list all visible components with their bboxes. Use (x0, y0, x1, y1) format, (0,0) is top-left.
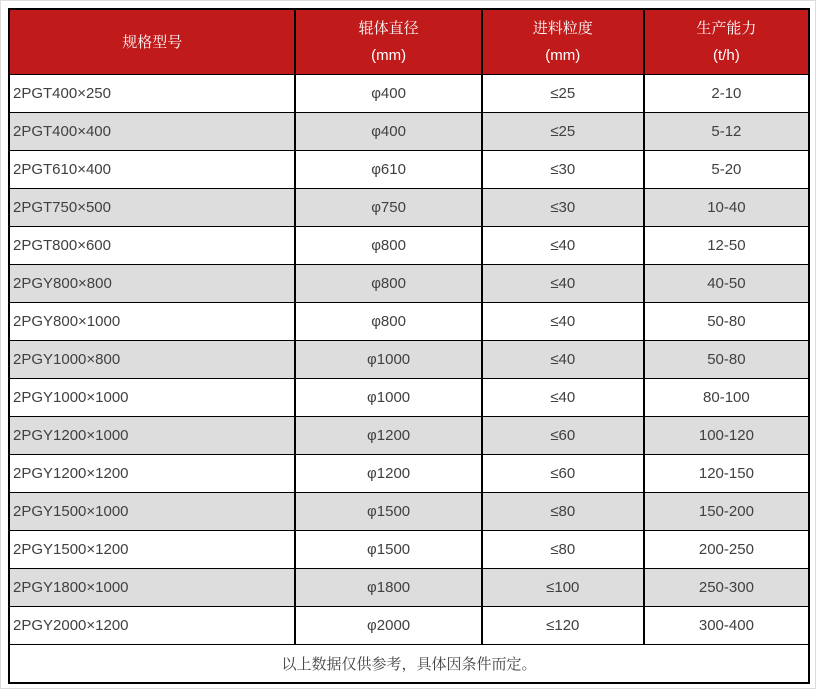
header-diameter (295, 9, 481, 75)
model-cell: 2PGT400×250 (9, 75, 295, 113)
table-row (9, 455, 809, 493)
table-row (9, 113, 809, 151)
table-row (9, 417, 809, 455)
model-cell: 2PGT800×600 (9, 227, 295, 265)
table-body (9, 75, 809, 645)
model-cell: 2PGY2000×1200 (9, 607, 295, 645)
feed-size-cell: ≤100 (482, 569, 644, 607)
feed-size-cell: ≤120 (482, 607, 644, 645)
header-capacity-label: 生产能力 (696, 20, 757, 37)
footer-note: 以上数据仅供参考，具体因条件而定。 (9, 645, 809, 684)
capacity-cell: 2-10 (644, 75, 809, 113)
model-cell: 2PGY1500×1200 (9, 531, 295, 569)
header-capacity-unit: (t/h) (713, 47, 740, 64)
feed-size-cell: ≤40 (482, 379, 644, 417)
feed-size-cell: ≤30 (482, 189, 644, 227)
diameter-cell: φ2000 (295, 607, 481, 645)
capacity-cell: 12-50 (644, 227, 809, 265)
feed-size-cell: ≤40 (482, 227, 644, 265)
model-cell: 2PGY1500×1000 (9, 493, 295, 531)
header-feed-size (482, 9, 644, 75)
capacity-cell: 50-80 (644, 341, 809, 379)
diameter-cell: φ400 (295, 75, 481, 113)
feed-size-cell: ≤40 (482, 341, 644, 379)
table-row (9, 151, 809, 189)
header-model (9, 9, 295, 75)
model-cell: 2PGY800×1000 (9, 303, 295, 341)
capacity-cell: 50-80 (644, 303, 809, 341)
diameter-cell: φ1800 (295, 569, 481, 607)
table-row (9, 265, 809, 303)
table-row (9, 341, 809, 379)
diameter-cell: φ1500 (295, 493, 481, 531)
header-feed-size-label: 进料粒度 (532, 20, 593, 37)
header-row (9, 9, 809, 75)
capacity-cell: 100-120 (644, 417, 809, 455)
capacity-cell: 10-40 (644, 189, 809, 227)
feed-size-cell: ≤25 (482, 113, 644, 151)
feed-size-cell: ≤60 (482, 417, 644, 455)
model-cell: 2PGY800×800 (9, 265, 295, 303)
model-cell: 2PGT400×400 (9, 113, 295, 151)
model-cell: 2PGY1200×1000 (9, 417, 295, 455)
capacity-cell: 120-150 (644, 455, 809, 493)
model-cell: 2PGY1800×1000 (9, 569, 295, 607)
capacity-cell: 250-300 (644, 569, 809, 607)
header-feed-size-unit: (mm) (545, 47, 581, 64)
capacity-cell: 5-20 (644, 151, 809, 189)
table-row (9, 493, 809, 531)
table-row (9, 227, 809, 265)
diameter-cell: φ1000 (295, 341, 481, 379)
diameter-cell: φ800 (295, 265, 481, 303)
diameter-cell: φ1000 (295, 379, 481, 417)
table-row (9, 303, 809, 341)
diameter-cell: φ1200 (295, 417, 481, 455)
model-cell: 2PGT610×400 (9, 151, 295, 189)
table-row (9, 189, 809, 227)
feed-size-cell: ≤30 (482, 151, 644, 189)
capacity-cell: 300-400 (644, 607, 809, 645)
header-model-label: 规格型号 (122, 33, 183, 51)
capacity-cell: 5-12 (644, 113, 809, 151)
header-diameter-unit: (mm) (371, 47, 407, 64)
diameter-cell: φ750 (295, 189, 481, 227)
capacity-cell: 200-250 (644, 531, 809, 569)
table-row (9, 607, 809, 645)
diameter-cell: φ1200 (295, 455, 481, 493)
table-row (9, 379, 809, 417)
diameter-cell: φ800 (295, 227, 481, 265)
model-cell: 2PGY1000×800 (9, 341, 295, 379)
feed-size-cell: ≤60 (482, 455, 644, 493)
table-footer (9, 645, 809, 684)
diameter-cell: φ400 (295, 113, 481, 151)
model-cell: 2PGT750×500 (9, 189, 295, 227)
table-row (9, 531, 809, 569)
feed-size-cell: ≤80 (482, 531, 644, 569)
header-capacity (644, 9, 809, 75)
capacity-cell: 80-100 (644, 379, 809, 417)
footer-row (9, 645, 809, 684)
table-row (9, 75, 809, 113)
feed-size-cell: ≤80 (482, 493, 644, 531)
diameter-cell: φ610 (295, 151, 481, 189)
capacity-cell: 40-50 (644, 265, 809, 303)
spec-table (8, 8, 810, 684)
header-diameter-label: 辊体直径 (358, 20, 419, 37)
diameter-cell: φ1500 (295, 531, 481, 569)
table-row (9, 569, 809, 607)
model-cell: 2PGY1200×1200 (9, 455, 295, 493)
diameter-cell: φ800 (295, 303, 481, 341)
feed-size-cell: ≤40 (482, 265, 644, 303)
model-cell: 2PGY1000×1000 (9, 379, 295, 417)
feed-size-cell: ≤40 (482, 303, 644, 341)
feed-size-cell: ≤25 (482, 75, 644, 113)
capacity-cell: 150-200 (644, 493, 809, 531)
table-header (9, 9, 809, 75)
